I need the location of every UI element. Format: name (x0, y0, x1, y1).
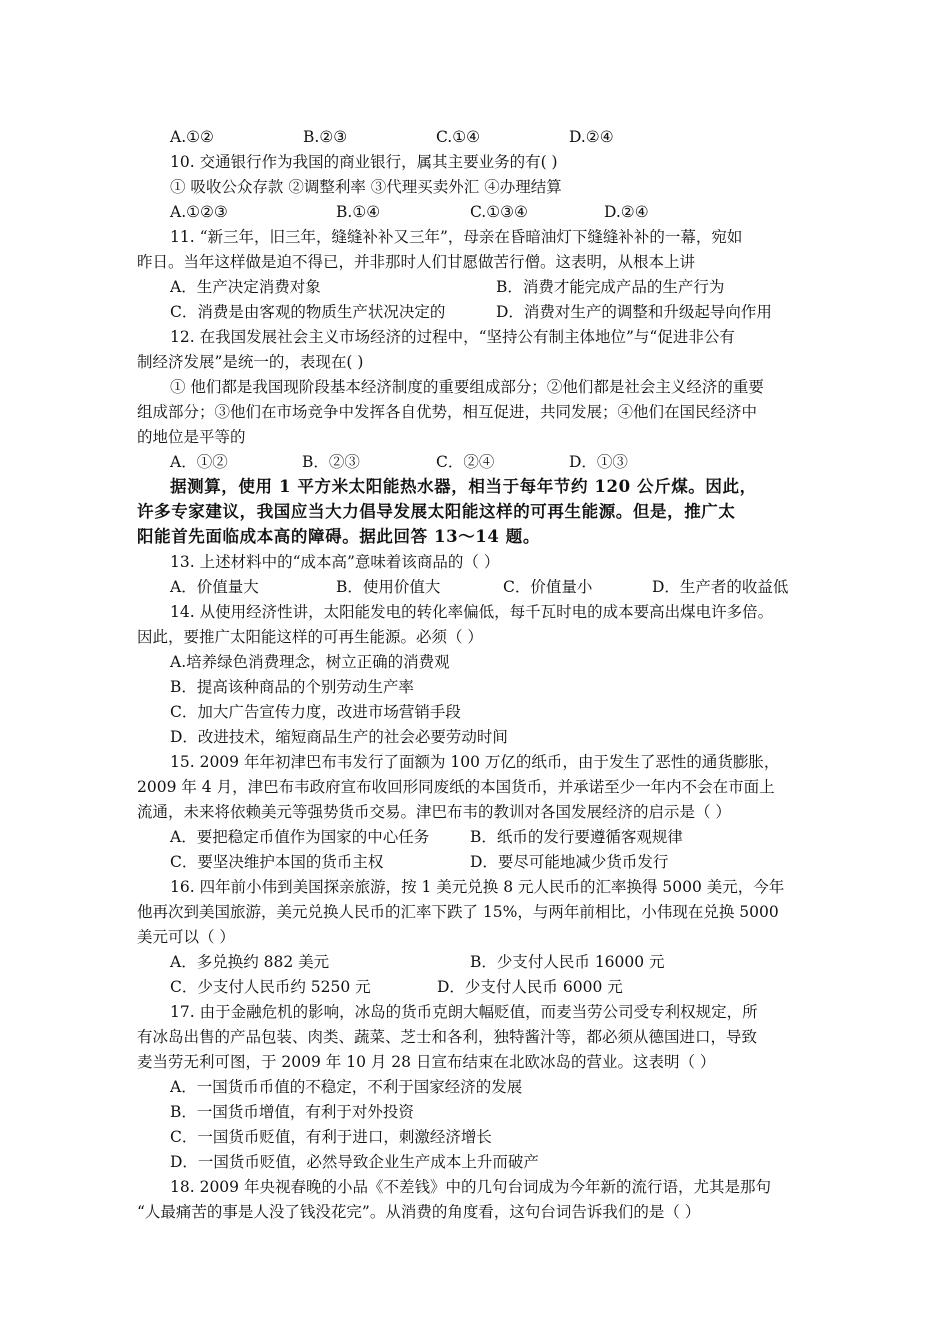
q9-option-d: D.②④ (569, 128, 614, 146)
q12-items-line2: 组成部分；③他们在市场竞争中发挥各自优势，相互促进，共同发展；④他们在国民经济中 (137, 403, 758, 421)
q11-stem-line2: 昨日。当年这样做是迫不得已，并非那时人们甘愿做苦行僧。这表明，从根本上讲 (137, 253, 696, 271)
q18-stem-line1: 18. 2009 年央视春晚的小品《不差钱》中的几句台词成为今年新的流行语，尤其是那句 (170, 1178, 771, 1196)
q10-option-b: B.①④ (336, 203, 381, 221)
q12-option-b: B．②③ (302, 453, 360, 471)
q15-stem-line2: 2009 年 4 月，津巴布韦政府宣布收回形同废纸的本国货币，并承诺至少一年内不会在市面上 (137, 778, 775, 796)
q17-option-b: B．一国货币增值，有利于对外投资 (170, 1103, 414, 1121)
q15-option-b: B．纸币的发行要遵循客观规律 (470, 828, 683, 846)
q14-option-c: C．加大广告宣传力度，改进市场营销手段 (170, 703, 461, 721)
q12-stem-line2: 制经济发展”是统一的，表现在( ) (137, 353, 364, 371)
q15-option-c: C．要坚决维护本国的货币主权 (170, 853, 384, 871)
q14-option-a: A.培养绿色消费理念，树立正确的消费观 (170, 653, 450, 671)
q11-option-a: A．生产决定消费对象 (170, 278, 321, 296)
q11-stem-line1: 11. “新三年，旧三年，缝缝补补又三年”，母亲在昏暗油灯下缝缝补补的一幕，宛如 (170, 228, 743, 246)
q17-option-c: C．一国货币贬值，有利于进口，刺激经济增长 (170, 1128, 492, 1146)
q12-option-c: C．②④ (436, 453, 495, 471)
q17-stem-line2: 有冰岛出售的产品包装、肉类、蔬菜、芝士和各利，独特酱汁等，都必须从德国进口，导致 (137, 1028, 758, 1046)
q14-option-d: D．改进技术，缩短商品生产的社会必要劳动时间 (170, 728, 508, 746)
q16-option-d: D．少支付人民币 6000 元 (437, 978, 623, 996)
q13-option-b: B．使用价值大 (336, 578, 441, 596)
q15-option-d: D．要尽可能地减少货币发行 (470, 853, 669, 871)
q10-stem: 10. 交通银行作为我国的商业银行，属其主要业务的有( ) (170, 153, 558, 171)
material-line2: 许多专家建议，我国应当大力倡导发展太阳能这样的可再生能源。但是，推广太 (137, 502, 736, 521)
q17-option-a: A．一国货币币值的不稳定，不利于国家经济的发展 (170, 1078, 523, 1096)
q12-items-line3: 的地位是平等的 (137, 428, 246, 446)
q10-items: ① 吸收公众存款 ②调整利率 ③代理买卖外汇 ④办理结算 (170, 178, 562, 196)
q14-stem-line2: 因此，要推广太阳能这样的可再生能源。必须（ ） (137, 628, 483, 646)
q15-stem-line3: 流通，未来将依赖美元等强势货币交易。津巴布韦的教训对各国发展经济的启示是（ ） (137, 803, 731, 821)
q17-stem-line3: 麦当劳无利可图，于 2009 年 10 月 28 日宣布结束在北欧冰岛的营业。这表明（ ） (137, 1053, 716, 1071)
q17-stem-line1: 17. 由于金融危机的影响，冰岛的货币克朗大幅贬值，而麦当劳公司受专利权规定，所 (170, 1003, 758, 1021)
q16-stem-line1: 16. 四年前小伟到美国探亲旅游，按 1 美元兑换 8 元人民币的汇率换得 5000 美元，今年 (170, 878, 785, 896)
q16-stem-line2: 他再次到美国旅游，美元兑换人民币的汇率下跌了 15%，与两年前相比，小伟现在兑换 5000 (137, 903, 779, 921)
q11-option-c: C．消费是由客观的物质生产状况决定的 (170, 303, 446, 321)
q9-option-b: B.②③ (303, 128, 348, 146)
q13-stem: 13. 上述材料中的“成本高”意味着该商品的（ ） (170, 553, 500, 571)
q17-option-d: D．一国货币贬值，必然导致企业生产成本上升而破产 (170, 1153, 539, 1171)
material-line1: 据测算，使用 1 平方米太阳能热水器，相当于每年节约 120 公斤煤。因此， (170, 477, 757, 496)
q10-option-d: D.②④ (604, 203, 649, 221)
q16-option-c: C．少支付人民币约 5250 元 (170, 978, 371, 996)
q13-option-d: D．生产者的收益低 (652, 578, 789, 596)
q10-option-a: A.①②③ (170, 203, 228, 221)
q12-stem-line1: 12. 在我国发展社会主义市场经济的过程中，“坚持公有制主体地位”与“促进非公有 (170, 328, 735, 346)
q15-option-a: A．要把稳定币值作为国家的中心任务 (170, 828, 430, 846)
q13-option-c: C．价值量小 (503, 578, 593, 596)
q18-stem-line2: “人最痛苦的事是人没了钱没花完”。从消费的角度看，这句台词告诉我们的是（ ） (137, 1203, 701, 1221)
q10-option-c: C.①③④ (470, 203, 528, 221)
q11-option-b: B．消费才能完成产品的生产行为 (496, 278, 725, 296)
q9-option-a: A.①② (170, 128, 214, 146)
q11-option-d: D．消费对生产的调整和升级起导向作用 (496, 303, 772, 321)
material-line3: 阳能首先面临成本高的障碍。据此回答 13～14 题。 (137, 527, 541, 546)
q14-option-b: B．提高该种商品的个别劳动生产率 (170, 678, 414, 696)
q14-stem-line1: 14. 从使用经济性讲，太阳能发电的转化率偏低，每千瓦时电的成本要高出煤电许多倍。 (170, 603, 774, 621)
q16-option-a: A．多兑换约 882 美元 (170, 953, 330, 971)
q9-option-c: C.①④ (436, 128, 481, 146)
q15-stem-line1: 15. 2009 年年初津巴布韦发行了面额为 100 万亿的纸币，由于发生了恶性的通货膨胀， (170, 753, 780, 771)
q12-items-line1: ① 他们都是我国现阶段基本经济制度的重要组成部分；②他们都是社会主义经济的重要 (170, 378, 764, 396)
q12-option-a: A．①② (170, 453, 228, 471)
q16-stem-line3: 美元可以（ ） (137, 928, 235, 946)
q12-option-d: D．①③ (569, 453, 628, 471)
q13-option-a: A．价值量大 (170, 578, 259, 596)
q16-option-b: B．少支付人民币 16000 元 (470, 953, 665, 971)
